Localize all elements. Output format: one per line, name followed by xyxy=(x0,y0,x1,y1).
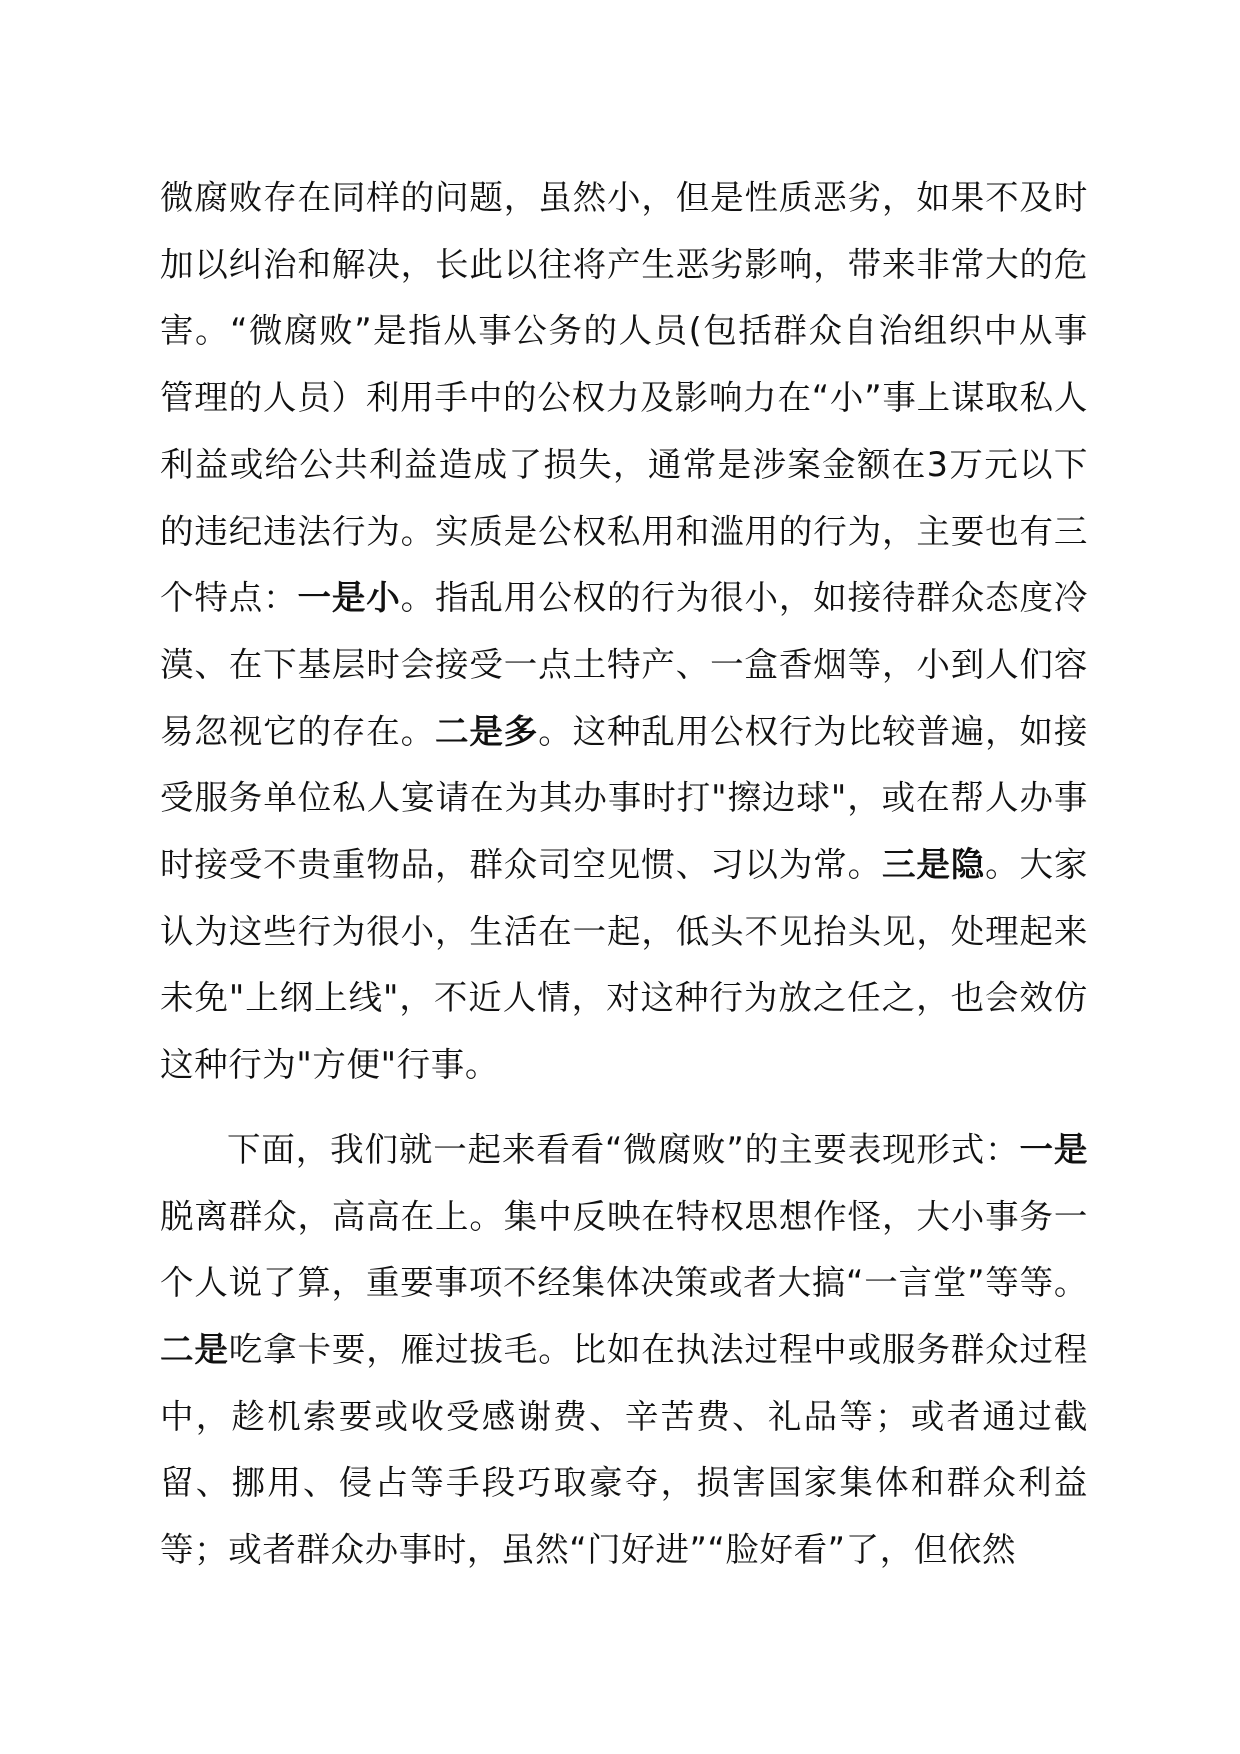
paragraph-main-forms xyxy=(160,1117,1088,1584)
text-run: 。大家认为这些行为很小，生活在一起，低头不见抬头见，处理起来未免"上纲上线"，不近人情，对这种行为放之任之，也会效仿这种行为"方便"行事。 xyxy=(160,845,1088,1085)
text-run: 吃拿卡要，雁过拔毛。比如在执法过程中或服务群众过程中，趁机索要或收受感谢费、辛苦费、礼品等；或者通过截留、挪用、侵占等手段巧取豪夺，损害国家集体和群众利益等；或者群众办事时，虽然“门好进”“脸好看”了，但依然 xyxy=(160,1329,1088,1570)
bold-run: 二是 xyxy=(160,1329,229,1369)
text-run: 。这种乱用公权行为比较普遍，如接受服务单位私人宴请在为其办事时打"擦边球"，或在帮人办事时接受不贵重物品，群众司空见惯、习以为常。 xyxy=(160,711,1088,885)
document-page xyxy=(160,165,1088,1584)
bold-run: 二是多 xyxy=(435,711,539,751)
bold-run: 一是 xyxy=(1019,1129,1088,1169)
text-run: 脱离群众，高高在上。集中反映在特权思想作怪，大小事务一个人说了算，重要事项不经集体决策或者大搞“一言堂”等等。 xyxy=(160,1196,1088,1303)
text-run: 下面，我们就一起来看看“微腐败”的主要表现形式： xyxy=(227,1129,1020,1169)
text-run: 。指乱用公权的行为很小，如接待群众态度冷漠、在下基层时会接受一点土特产、一盒香烟等，小到人们容易忽视它的存在。 xyxy=(160,578,1088,751)
bold-run: 一是小 xyxy=(297,578,401,618)
bold-run: 三是隐 xyxy=(881,845,986,885)
paragraph-weifubai-definition xyxy=(160,165,1088,1099)
text-run: 微腐败存在同样的问题，虽然小，但是性质恶劣，如果不及时加以纠治和解决，长此以往将产生恶劣影响，带来非常大的危害。“微腐败”是指从事公务的人员(包括群众自治组织中从事管理的人员）利用手中的公权力及影响力在“小”事上谋取私人利益或给公共利益造成了损失，通常是涉案金额在3万元以下的违纪违法行为。实质是公权私用和滥用的行为，主要也有三个特点： xyxy=(160,178,1088,618)
